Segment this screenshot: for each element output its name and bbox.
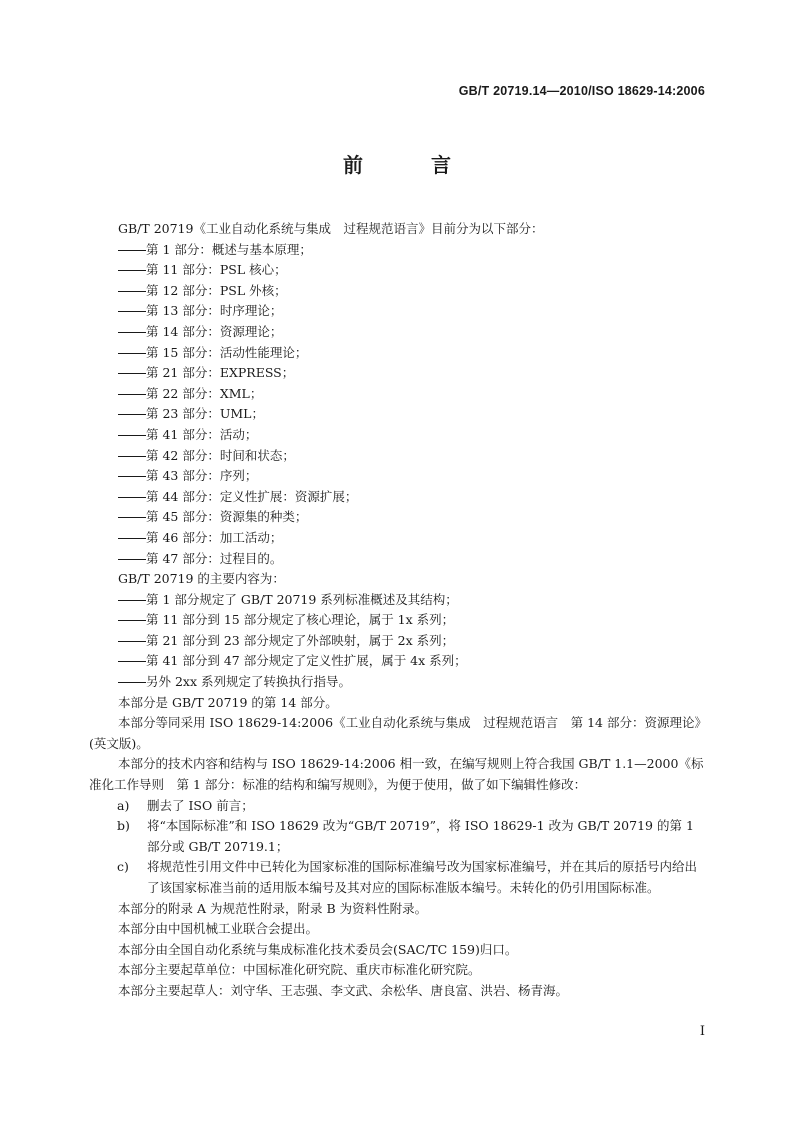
edit-text: 将“本国际标准”和 ISO 18629 改为“GB/T 20719”，将 ISO 18629-1 改为 GB/T 20719 的第 1 部分或 GB/T 20719.1； bbox=[147, 818, 694, 854]
main-content-item: 另外 2xx 系列规定了转换执行指导。 bbox=[89, 672, 705, 693]
part-item: 第 43 部分：序列； bbox=[89, 466, 705, 487]
part-item: 第 41 部分：活动； bbox=[89, 425, 705, 446]
main-content-list bbox=[89, 590, 705, 693]
part-item: 第 1 部分：概述与基本原理； bbox=[89, 240, 705, 261]
part-item: 第 46 部分：加工活动； bbox=[89, 528, 705, 549]
part-item: 第 45 部分：资源集的种类； bbox=[89, 507, 705, 528]
consistency-paragraph: 本部分的技术内容和结构与 ISO 18629-14:2006 相一致，在编写规则上符合我国 GB/T 1.1—2000《标准化工作导则 第 1 部分：标准的结构和编写规则》，为便于使用，做了如下编辑性修改： bbox=[89, 756, 704, 793]
part-item: 第 42 部分：时间和状态； bbox=[89, 446, 705, 467]
page-title: 前 言 bbox=[343, 153, 475, 177]
part-item: 第 23 部分：UML； bbox=[89, 404, 705, 425]
part-14-paragraph: 本部分是 GB/T 20719 的第 14 部分。 bbox=[118, 694, 338, 710]
part-item: 第 12 部分：PSL 外核； bbox=[89, 281, 705, 302]
parts-list bbox=[89, 240, 705, 570]
edit-text: 将规范性引用文件中已转化为国家标准的国际标准编号改为国家标准编号，并在其后的原括号内给出了该国家标准当前的适用版本编号及其对应的国际标准版本编号。未转化的仍引用国际标准。 bbox=[147, 859, 698, 895]
standard-code-header: GB/T 20719.14—2010/ISO 18629-14:2006 bbox=[458, 84, 705, 98]
edit-item bbox=[89, 857, 705, 898]
main-content-item: 第 41 部分到 47 部分规定了定义性扩展，属于 4x 系列； bbox=[89, 651, 705, 672]
equivalent-adoption-paragraph: 本部分等同采用 ISO 18629-14:2006《工业自动化系统与集成 过程规范语言 第 14 部分：资源理论》(英文版)。 bbox=[89, 715, 701, 751]
intro-paragraph: GB/T 20719《工业自动化系统与集成 过程规范语言》目前分为以下部分： bbox=[118, 221, 544, 236]
main-content-item: 第 11 部分到 15 部分规定了核心理论，属于 1x 系列； bbox=[89, 610, 705, 631]
part-item: 第 14 部分：资源理论； bbox=[89, 322, 705, 343]
part-item: 第 13 部分：时序理论； bbox=[89, 301, 705, 322]
main-content-item: 第 1 部分规定了 GB/T 20719 系列标准概述及其结构； bbox=[89, 590, 705, 611]
part-item: 第 44 部分：定义性扩展：资源扩展； bbox=[89, 487, 705, 508]
drafting-units-paragraph: 本部分主要起草单位：中国标准化研究院、重庆市标准化研究院。 bbox=[118, 962, 481, 978]
edit-item bbox=[89, 816, 705, 857]
drafters-paragraph: 本部分主要起草人：刘守华、王志强、李文武、余松华、唐良富、洪岩、杨青海。 bbox=[118, 982, 569, 998]
edit-label: b) bbox=[117, 818, 130, 834]
edit-text: 删去了 ISO 前言； bbox=[147, 797, 254, 813]
page-number: I bbox=[699, 1024, 705, 1039]
edits-list bbox=[89, 796, 705, 899]
main-content-item: 第 21 部分到 23 部分规定了外部映射，属于 2x 系列； bbox=[89, 631, 705, 652]
edit-label: a) bbox=[117, 797, 130, 813]
centralized-by-paragraph: 本部分由全国自动化系统与集成标准化技术委员会(SAC/TC 159)归口。 bbox=[118, 941, 518, 957]
main-content-intro: GB/T 20719 的主要内容为： bbox=[118, 571, 285, 587]
part-item: 第 11 部分：PSL 核心； bbox=[89, 260, 705, 281]
part-item: 第 47 部分：过程目的。 bbox=[89, 549, 705, 570]
edit-label: c) bbox=[117, 859, 129, 875]
foreword-body bbox=[89, 219, 705, 1002]
part-item: 第 21 部分：EXPRESS； bbox=[89, 363, 705, 384]
part-item: 第 22 部分：XML； bbox=[89, 384, 705, 405]
part-item: 第 15 部分：活动性能理论； bbox=[89, 343, 705, 364]
edit-item bbox=[89, 796, 705, 817]
annex-paragraph: 本部分的附录 A 为规范性附录，附录 B 为资料性附录。 bbox=[118, 900, 428, 916]
proposed-by-paragraph: 本部分由中国机械工业联合会提出。 bbox=[118, 921, 319, 937]
